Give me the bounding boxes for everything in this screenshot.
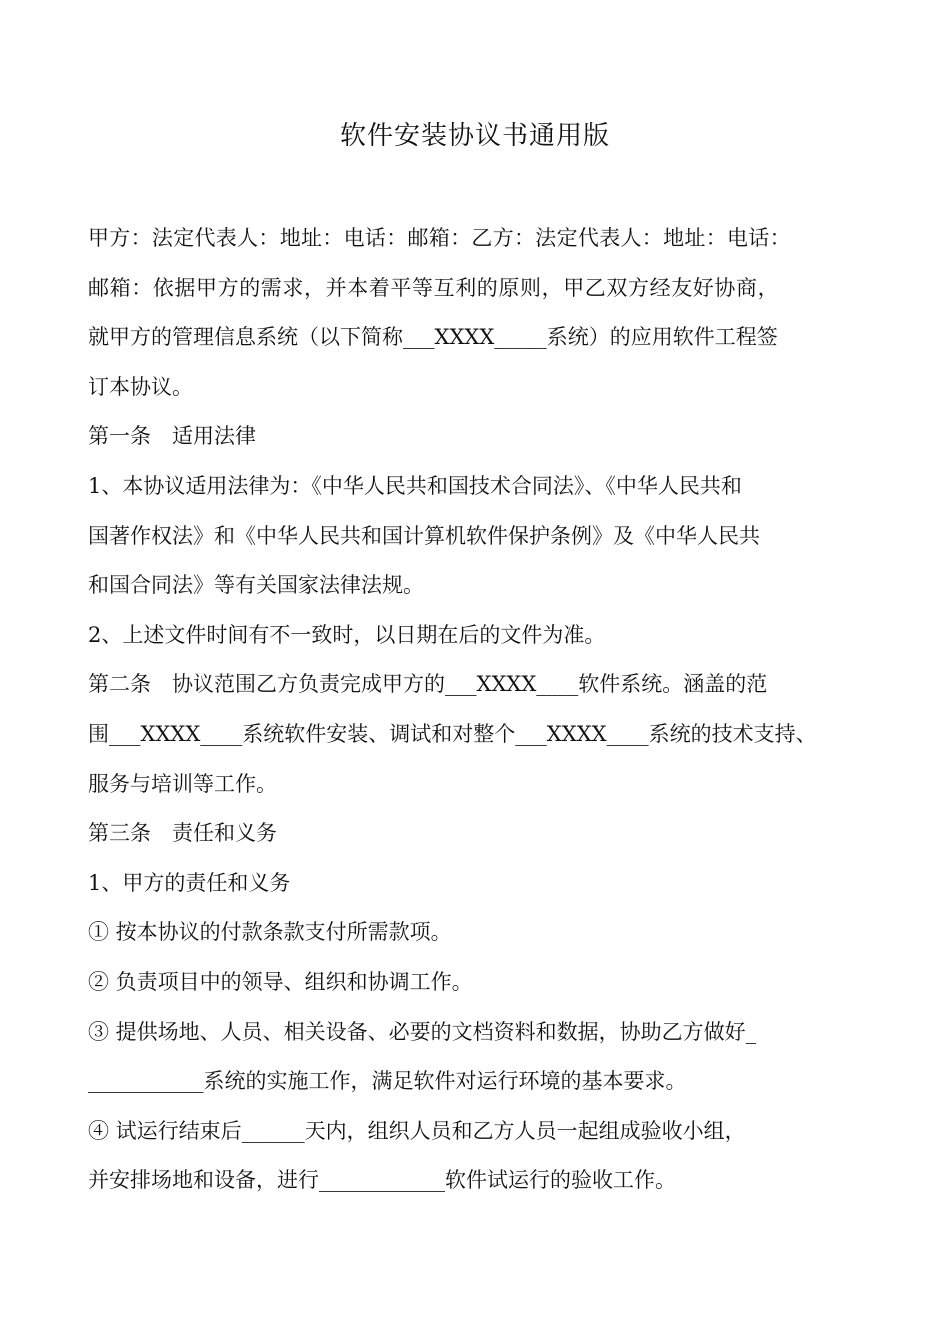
paragraph-line: 就甲方的管理信息系统（以下简称___XXXX_____系统）的应用软件工程签 xyxy=(88,325,778,350)
paragraph-line: 邮箱：依据甲方的需求，并本着平等互利的原则，甲乙双方经友好协商， xyxy=(88,275,780,300)
paragraph-line: 甲方：法定代表人：地址：电话：邮箱：乙方：法定代表人：地址：电话： xyxy=(88,226,791,250)
paragraph-line: ___________系统的实施工作，满足软件对运行环境的基本要求。 xyxy=(88,1069,687,1094)
paragraph-line: 服务与培训等工作。 xyxy=(88,771,277,796)
document-title: 软件安装协议书通用版 xyxy=(339,121,610,151)
list-item: ④ 试运行结束后______天内，组织人员和乙方人员一起组成验收小组， xyxy=(88,1118,746,1143)
paragraph-line: 订本协议。 xyxy=(88,374,193,399)
paragraph-line: 1、本协议适用法律为：《中华人民共和国技术合同法》、《中华人民共和 xyxy=(88,473,742,498)
paragraph-line: 2、上述文件时间有不一致时，以日期在后的文件为准。 xyxy=(88,622,606,647)
paragraph-line: 围___XXXX____系统软件安装、调试和对整个___XXXX____系统的技术支持、 xyxy=(88,721,817,746)
list-item: ① 按本协议的付款条款支付所需款项。 xyxy=(88,920,452,945)
paragraph-line: 1、甲方的责任和义务 xyxy=(88,870,291,895)
paragraph-line: 并安排场地和设备，进行____________软件试运行的验收工作。 xyxy=(88,1168,676,1193)
document-body xyxy=(88,214,888,1206)
list-item: ③ 提供场地、人员、相关设备、必要的文档资料和数据，协助乙方做好_ xyxy=(88,1019,757,1044)
article-heading: 第三条 责任和义务 xyxy=(88,821,277,846)
paragraph-line: 和国合同法》等有关国家法律法规。 xyxy=(88,573,424,598)
paragraph-line: 国著作权法》和《中华人民共和国计算机软件保护条例》及《中华人民共 xyxy=(88,523,760,548)
list-item: ② 负责项目中的领导、组织和协调工作。 xyxy=(88,969,473,994)
article-heading: 第二条 协议范围乙方负责完成甲方的___XXXX____软件系统。涵盖的范 xyxy=(88,672,768,697)
article-heading: 第一条 适用法律 xyxy=(88,424,256,449)
